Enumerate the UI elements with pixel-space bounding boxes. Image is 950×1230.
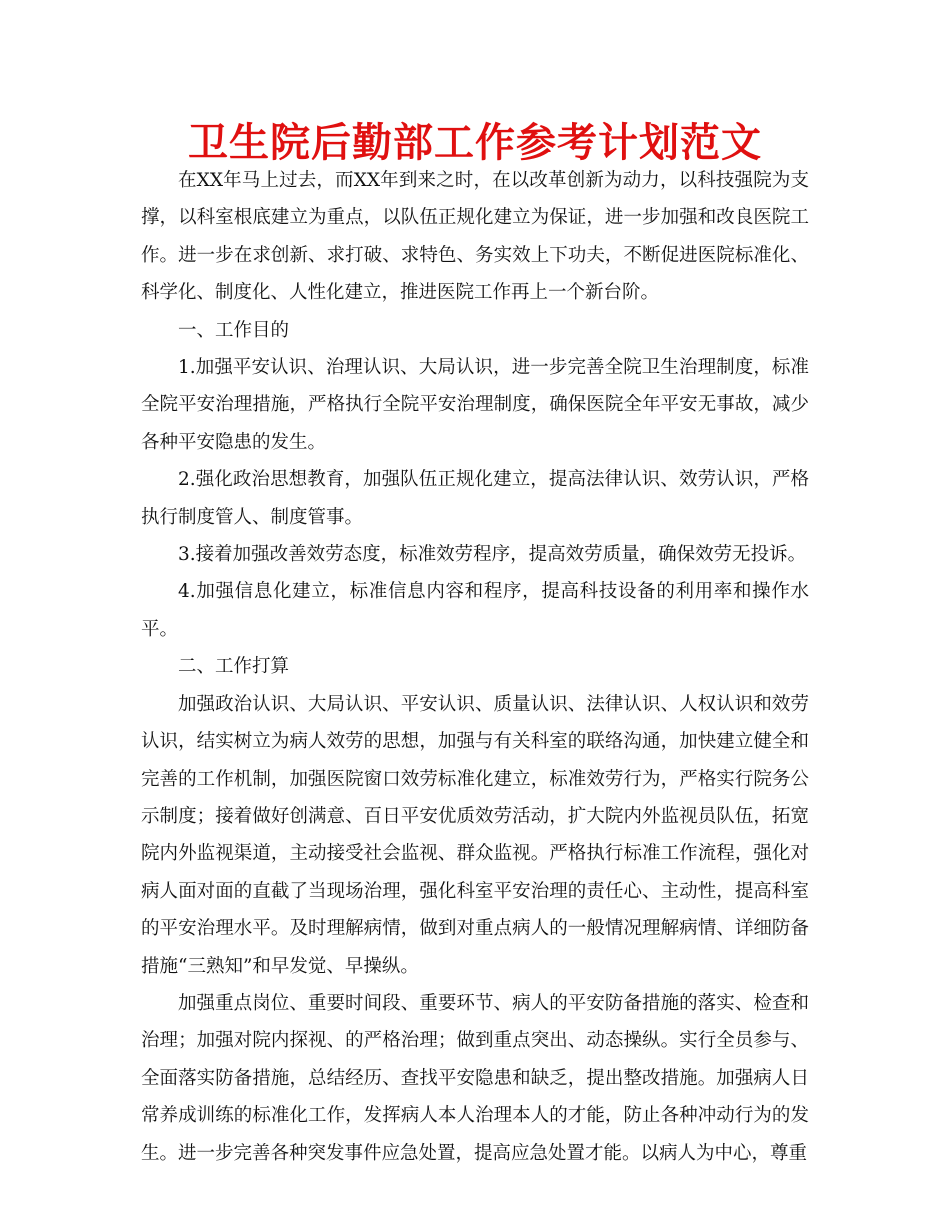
goal-item-1: 1.加强平安认识、治理认识、大局认识，进一步完善全院卫生治理制度，标准全院平安治理措施，严格执行全院平安治理制度，确保医院全年平安无事故，减少各种平安隐患的发生。 [141,357,809,453]
goal-item-2: 2.强化政治思想教育，加强队伍正规化建立，提高法律认识、效劳认识，严格执行制度管人、制度管事。 [141,469,809,528]
plan-paragraph-2: 加强重点岗位、重要时间段、重要环节、病人的平安防备措施的落实、检查和治理；加强对院内探视、的严格治理；做到重点突出、动态操纵。实行全员参与、全面落实防备措施，总结经历、查找平安隐患和缺乏，提出整改措施。加强病人日常养成训练的标准化工作，发挥病人本人治理本人的才能，防止各种冲动行为的发生。进一步完善各种突发事件应急处置，提高应急处置才能。以病人为中心，尊重 [141,992,809,1164]
section-heading-plan: 二、工作打算 [178,656,290,678]
goal-item-4: 4.加强信息化建立，标准信息内容和程序，提高科技设备的利用率和操作水平。 [141,581,809,640]
section-heading-goals: 一、工作目的 [178,319,290,341]
plan-paragraph-1: 加强政治认识、大局认识、平安认识、质量认识、法律认识、人权认识和效劳认识，结实树立为病人效劳的思想，加强与有关科室的联络沟通，加快建立健全和完善的工作机制，加强医院窗口效劳标准化建立，标准效劳行为，严格实行院务公示制度；接着做好创满意、百日平安优质效劳活动，扩大院内外监视员队伍，拓宽院内外监视渠道，主动接受社会监视、群众监视。严格执行标准工作流程，强化对病人面对面的直截了当现场治理，强化科室平安治理的责任心、主动性，提高科室的平安治理水平。及时理解病情，做到对重点病人的一般情况理解病情、详细防备措施“三熟知”和早发觉、早操纵。 [141,693,809,977]
document-body [141,162,809,1172]
document-title: 卫生院后勤部工作参考计划范文 [188,120,762,166]
intro-paragraph: 在XX年马上过去，而XX年到来之时，在以改革创新为动力，以科技强院为支撑，以科室根底建立为重点，以队伍正规化建立为保证，进一步加强和改良医院工作。进一步在求创新、求打破、求特色、务实效上下功夫，不断促进医院标准化、科学化、制度化、人性化建立，推进医院工作再上一个新台阶。 [141,170,809,304]
goal-item-3: 3.接着加强改善效劳态度，标准效劳程序，提高效劳质量，确保效劳无投诉。 [178,544,807,566]
